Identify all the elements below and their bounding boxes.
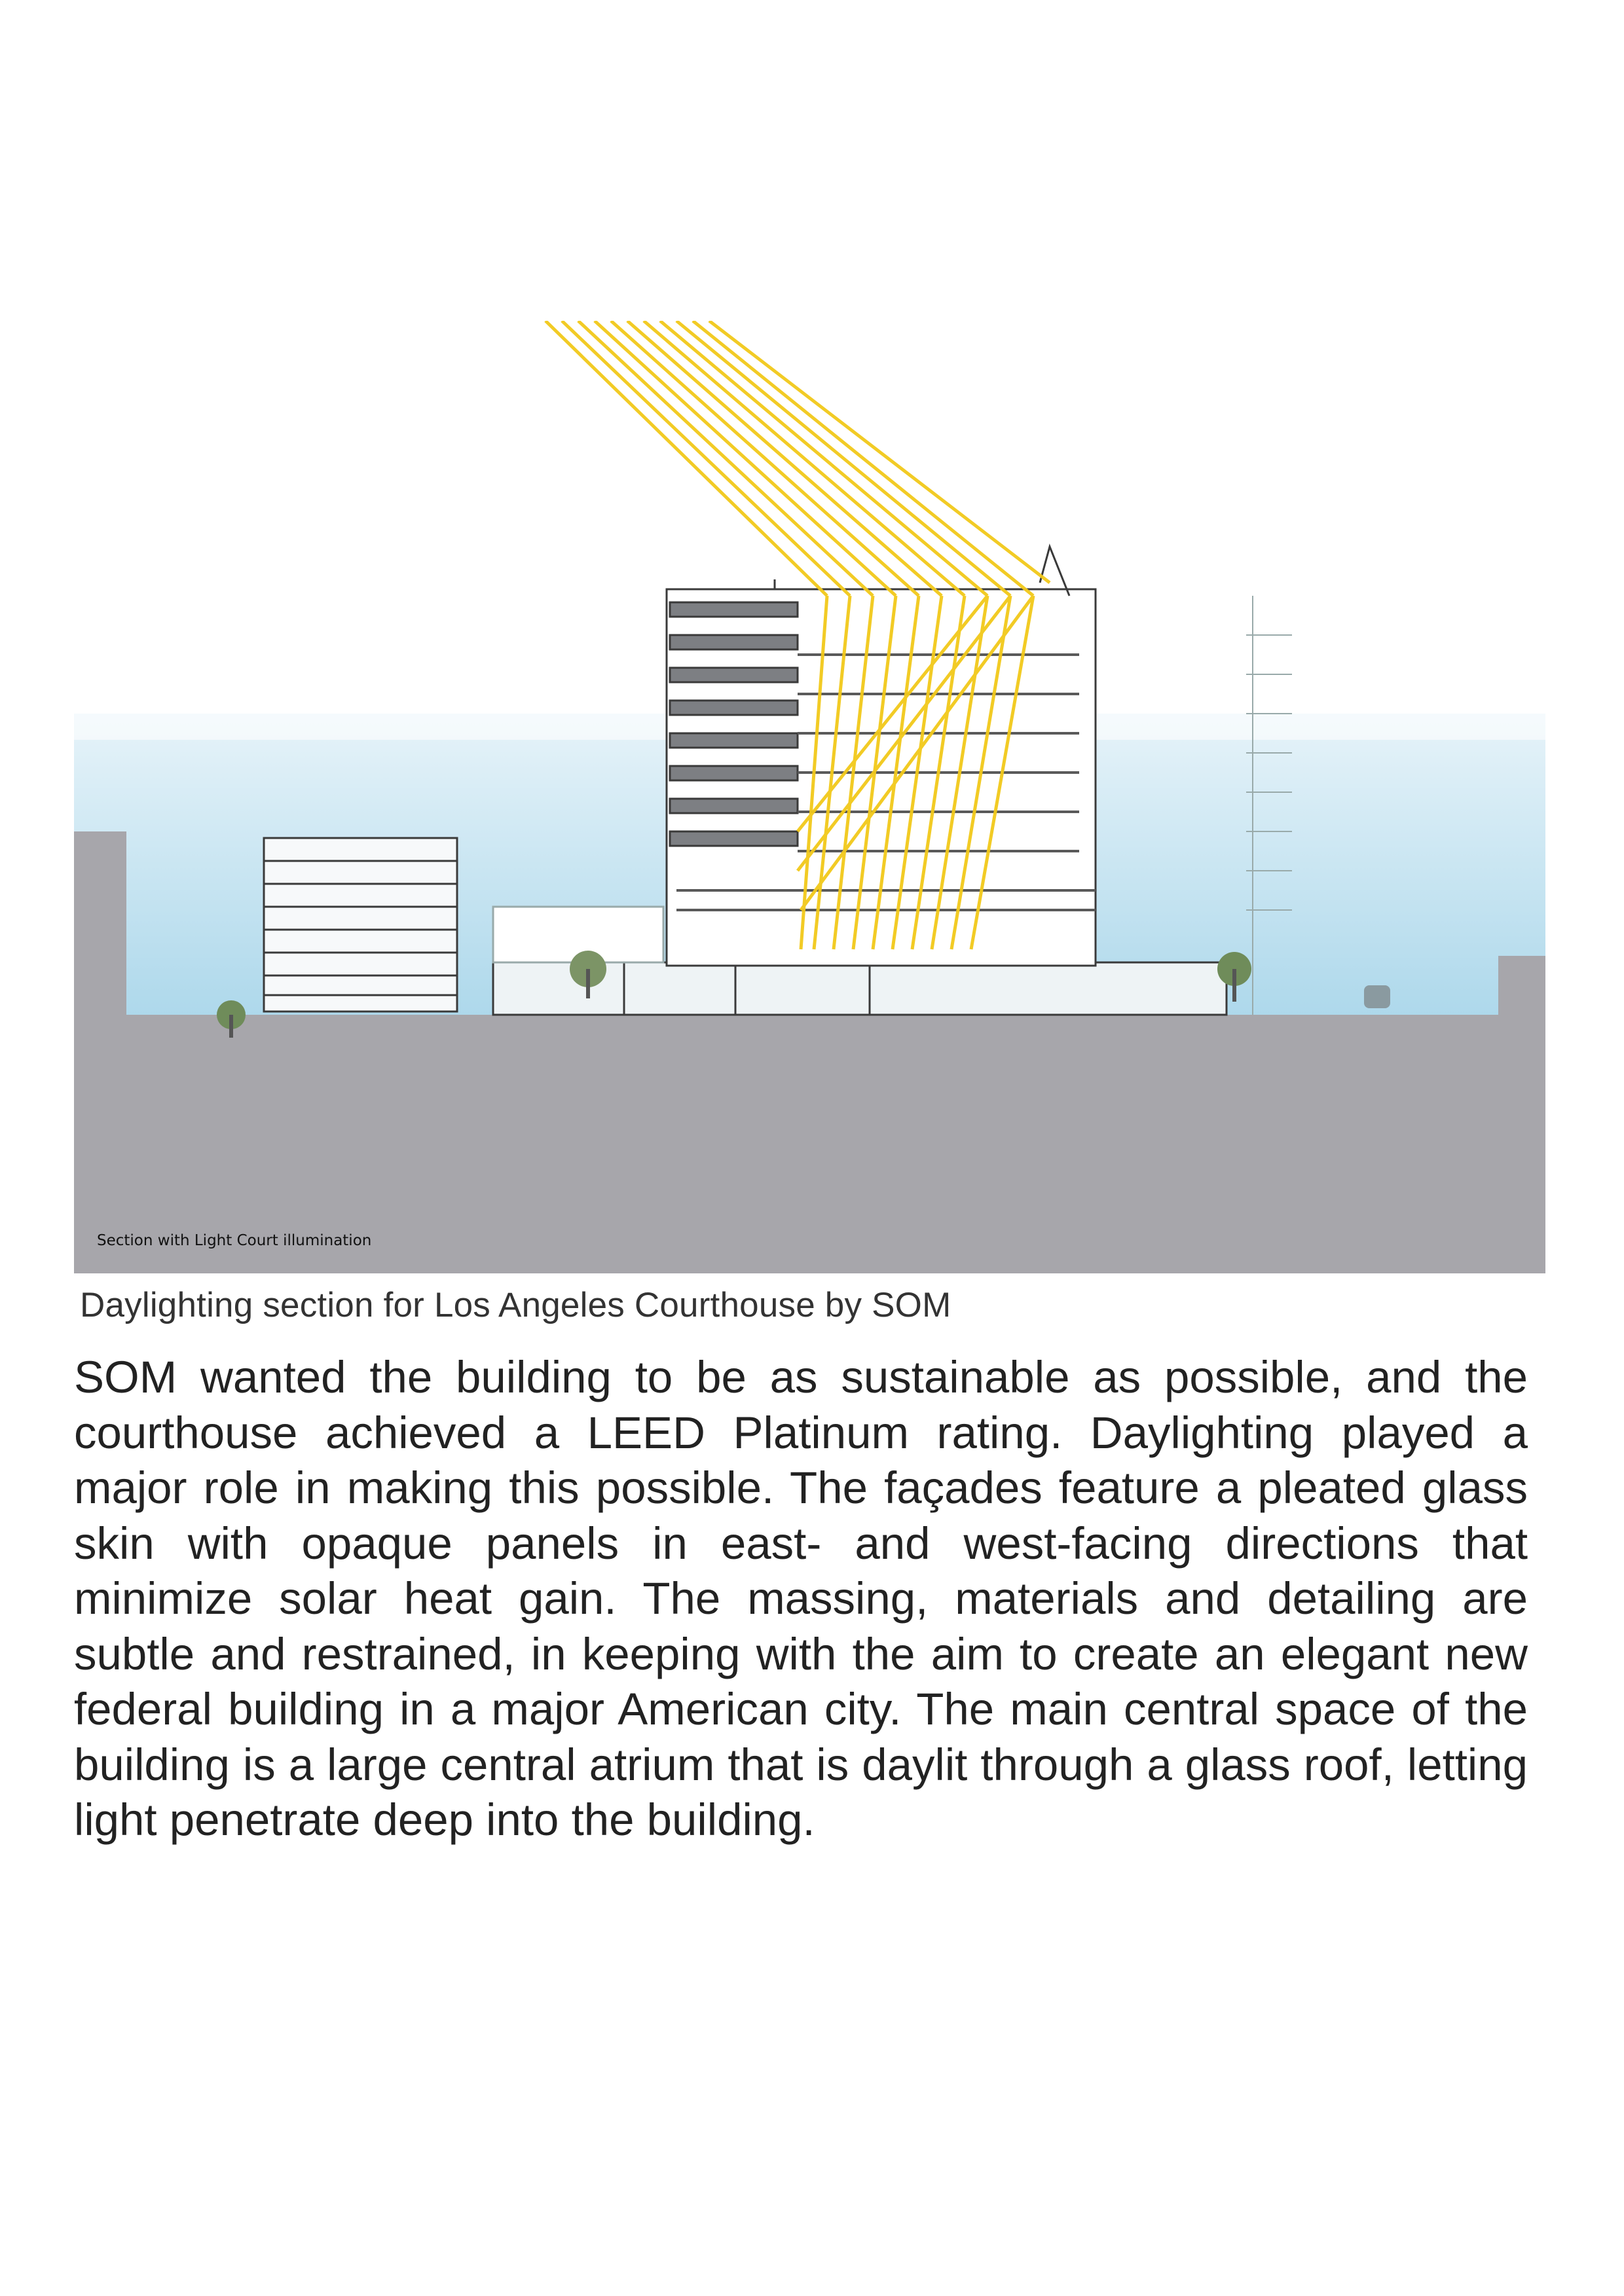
section-drawing-figure [74,321,1545,1273]
left-building [264,838,457,1011]
vehicle-shape [1364,985,1390,1008]
building-section-illustration [74,321,1545,1273]
article-paragraph: SOM wanted the building to be as sustainable as possible, and the courthouse achieved a LEED Platinum rating. Daylighting played a major role in making this possible. The façades feature a pleated glass skin with opaque panels in east- and west-facing directions that minimize solar heat gain. The massing, materials and detailing are subtle and restrained, in keeping with the aim to create an elegant new federal building in a major American city. The main central space of the building is a large central atrium that is daylit through a glass roof, letting light penetrate deep into the building. [74,1352,1528,1845]
figure-caption: Daylighting section for Los Angeles Courthouse by SOM [80,1286,951,1324]
figure-label: Section with Light Court illumination [97,1232,372,1249]
